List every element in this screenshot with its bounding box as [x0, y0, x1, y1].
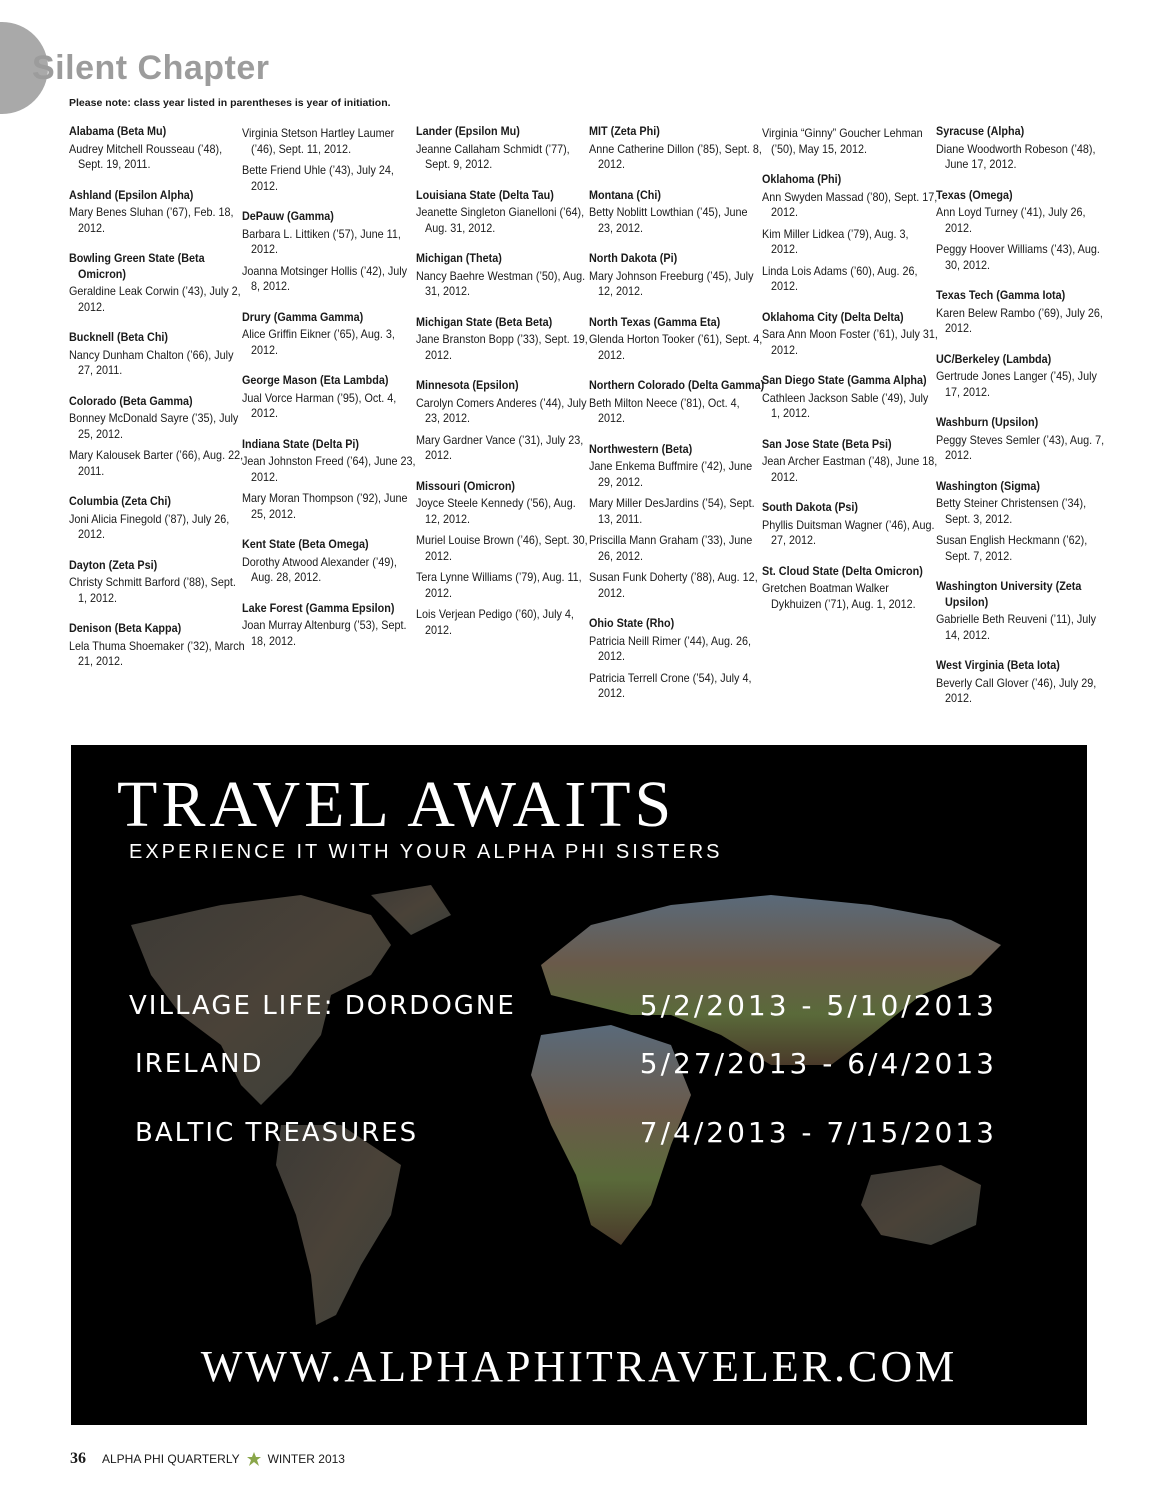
chapter-entry	[762, 436, 938, 486]
chapter-entry	[936, 579, 1104, 643]
chapter-name: Ohio State (Rho)	[589, 616, 675, 630]
member-listing: Mary Kalousek Barter (’66), Aug. 22, 2011.	[69, 448, 244, 478]
chapter-entry	[242, 601, 410, 650]
chapter-name: Washburn (Upsilon)	[936, 415, 1039, 429]
member-listing: Betty Steiner Christensen (’34), Sept. 3, 2012.	[936, 496, 1087, 526]
chapter-name: George Mason (Eta Lambda)	[242, 373, 389, 387]
continent-south-america	[276, 1125, 401, 1325]
member-listing: Dorothy Atwood Alexander (’49), Aug. 28, 2012.	[242, 554, 397, 584]
member-listing: Kim Miller Lidkea (’79), Aug. 3, 2012.	[762, 226, 909, 256]
trip-name: BALTIC TREASURES	[135, 1118, 419, 1148]
member-listing: Geraldine Leak Corwin (’43), July 2, 2012.	[69, 284, 241, 314]
member-listing: Bonney McDonald Sayre (’35), July 25, 2012.	[69, 411, 239, 441]
member-listing: Mary Johnson Freeburg (’45), July 12, 2012.	[589, 268, 754, 298]
member-listing: Muriel Louise Brown (’46), Sept. 30, 2012.	[416, 533, 588, 563]
member-listing: Beverly Call Glover (’46), July 29, 2012.	[936, 675, 1097, 705]
chapter-entry	[936, 479, 1104, 565]
member-listing: Betty Noblitt Lowthian (’45), June 23, 2012.	[589, 205, 748, 235]
chapter-name: Lander (Epsilon Mu)	[416, 124, 520, 138]
member-listing: Mary Miller DesJardins (’54), Sept. 13, 2011.	[589, 496, 755, 526]
trip-dates: 5/2/2013 - 5/10/2013	[639, 989, 997, 1022]
member-listing: Jeanette Singleton Gianelloni (’64), Aug. 31, 2012.	[416, 205, 585, 235]
member-listing: Joyce Steele Kennedy (’56), Aug. 12, 2012.	[416, 496, 576, 526]
member-listing: Tera Lynne Williams (’79), Aug. 11, 2012.	[416, 570, 582, 600]
obituary-column	[936, 124, 1104, 722]
chapter-name: Bucknell (Beta Chi)	[69, 330, 169, 344]
trip-name: IRELAND	[135, 1049, 264, 1079]
chapter-name: Montana (Chi)	[589, 187, 661, 202]
chapter-entry	[242, 126, 410, 194]
chapter-entry	[936, 124, 1104, 173]
member-listing: Gretchen Boatman Walker Dykhuizen (’71), Aug. 1, 2012.	[762, 581, 916, 611]
chapter-name: Washington University (Zeta Upsilon)	[936, 579, 1082, 609]
chapter-entry	[69, 621, 245, 670]
member-listing: Peggy Hoover Williams (’43), Aug. 30, 2012.	[936, 242, 1100, 272]
chapter-name: Missouri (Omicron)	[416, 478, 516, 493]
chapter-name: MIT (Zeta Phi)	[589, 124, 660, 138]
chapter-name: Minnesota (Epsilon)	[416, 378, 519, 392]
chapter-entry	[416, 378, 587, 464]
chapter-entry	[762, 309, 938, 359]
member-listing: Patricia Terrell Crone (’54), July 4, 2012.	[589, 670, 752, 700]
travel-advertisement[interactable]	[71, 745, 1087, 1425]
member-listing: Cathleen Jackson Sable (’49), July 1, 2012.	[762, 390, 929, 420]
chapter-name: Texas Tech (Gamma Iota)	[936, 288, 1066, 302]
member-listing: Susan Funk Doherty (’88), Aug. 12, 2012.	[589, 570, 758, 600]
member-listing: Bette Friend Uhle (’43), July 24, 2012.	[242, 163, 394, 193]
member-listing: Joan Murray Altenburg (’53), Sept. 18, 2012.	[242, 618, 407, 648]
chapter-entry	[589, 616, 757, 702]
chapter-entry	[762, 500, 935, 549]
chapter-name: Kent State (Beta Omega)	[242, 537, 369, 551]
ad-subtitle: EXPERIENCE IT WITH YOUR ALPHA PHI SISTERS	[129, 841, 723, 863]
ad-website-link[interactable]: WWW.ALPHAPHITRAVELER.COM	[200, 1342, 958, 1391]
chapter-entry	[589, 124, 762, 173]
chapter-name: Syracuse (Alpha)	[936, 124, 1025, 138]
member-listing: Joni Alicia Finegold (’87), July 26, 2012.	[69, 511, 230, 541]
ad-title: TRAVEL AWAITS	[117, 768, 676, 841]
member-listing: Mary Benes Sluhan (’67), Feb. 18, 2012.	[69, 205, 234, 235]
chapter-name: Bowling Green State (Beta Omicron)	[69, 251, 205, 281]
member-listing: Gertrude Jones Langer (’45), July 17, 2012.	[936, 369, 1097, 399]
member-listing: Jean Archer Eastman (’48), June 18, 2012.	[762, 454, 938, 484]
member-listing: Karen Belew Rambo (’69), July 26, 2012.	[936, 305, 1103, 335]
chapter-entry	[589, 188, 757, 237]
chapter-entry	[762, 564, 930, 613]
member-listing: Mary Gardner Vance (’31), July 23, 2012.	[416, 432, 584, 462]
chapter-name: Northern Colorado (Delta Gamma)	[589, 378, 765, 392]
member-listing: Alice Griffin Eikner (’65), Aug. 3, 2012.	[242, 327, 395, 357]
obituary-column	[589, 124, 765, 717]
member-listing: Patricia Neill Rimer (’44), Aug. 26, 2012.	[589, 633, 752, 663]
chapter-entry	[936, 288, 1104, 337]
member-listing: Jane Branston Bopp (’33), Sept. 19, 2012.	[416, 332, 588, 362]
member-listing: Phyllis Duitsman Wagner (’46), Aug. 27, 2012.	[762, 517, 935, 547]
member-listing: Linda Lois Adams (’60), Aug. 26, 2012.	[762, 263, 918, 293]
chapter-entry	[69, 330, 237, 379]
obituary-column	[762, 124, 938, 627]
chapter-name: Dayton (Zeta Psi)	[69, 557, 158, 572]
member-listing: Virginia “Ginny” Goucher Lehman (’50), May 15, 2012.	[762, 126, 923, 156]
chapter-name: UC/Berkeley (Lambda)	[936, 351, 1052, 366]
member-listing: Beth Milton Neece (’81), Oct. 4, 2012.	[589, 395, 740, 425]
chapter-entry	[69, 124, 237, 173]
member-listing: Audrey Mitchell Rousseau (’48), Sept. 19, 2011.	[69, 141, 223, 171]
chapter-name: Michigan (Theta)	[416, 251, 502, 265]
chapter-name: Texas (Omega)	[936, 187, 1013, 202]
member-listing: Anne Catherine Dillon (’85), Sept. 8, 2012.	[589, 141, 762, 171]
page-number: 36	[70, 1450, 86, 1467]
member-listing: Ann Swyden Massad (’80), Sept. 17, 2012.	[762, 189, 938, 219]
member-listing: Ann Loyd Turney (’41), July 26, 2012.	[936, 205, 1086, 235]
chapter-entry	[936, 188, 1104, 274]
continent-australia	[861, 1165, 981, 1245]
member-listing: Joanna Motsinger Hollis (’42), July 8, 2012.	[242, 263, 408, 293]
member-listing: Virginia Stetson Hartley Laumer (’46), Sept. 11, 2012.	[242, 126, 395, 156]
member-listing: Nancy Baehre Westman (’50), Aug. 31, 2012.	[416, 268, 586, 298]
obituary-column	[242, 124, 416, 664]
member-listing: Priscilla Mann Graham (’33), June 26, 2012.	[589, 533, 753, 563]
chapter-name: Colorado (Beta Gamma)	[69, 393, 193, 408]
chapter-name: Columbia (Zeta Chi)	[69, 494, 172, 508]
member-listing: Christy Schmitt Barford (’88), Sept. 1, 2012.	[69, 575, 236, 605]
chapter-entry	[936, 658, 1104, 707]
chapter-name: DePauw (Gamma)	[242, 209, 334, 223]
page-title: Silent Chapter	[32, 49, 270, 87]
chapter-entry	[69, 251, 241, 315]
chapter-name: Oklahoma City (Delta Delta)	[762, 309, 904, 324]
chapter-name: San Diego State (Gamma Alpha)	[762, 373, 927, 387]
member-listing: Gabrielle Beth Reuveni (’11), July 14, 2012.	[936, 612, 1097, 642]
chapter-entry	[69, 558, 237, 607]
chapter-entry	[589, 442, 757, 602]
trip-name: VILLAGE LIFE: DORDOGNE	[129, 991, 516, 1021]
member-listing: Diane Woodworth Robeson (’48), June 17, 2012.	[936, 141, 1096, 171]
chapter-name: Drury (Gamma Gamma)	[242, 309, 364, 324]
publication-name: ALPHA PHI QUARTERLY	[102, 1452, 240, 1466]
chapter-name: North Texas (Gamma Eta)	[589, 314, 721, 329]
member-listing: Carolyn Comers Anderes (’44), July 23, 2012.	[416, 395, 587, 425]
member-listing: Glenda Horton Tooker (’61), Sept. 4, 2012.	[589, 332, 763, 362]
chapter-entry	[936, 352, 1104, 401]
trip-dates: 5/27/2013 - 6/4/2013	[639, 1047, 997, 1080]
chapter-name: Oklahoma (Phi)	[762, 172, 842, 186]
chapter-name: Alabama (Beta Mu)	[69, 124, 167, 138]
chapter-name: Washington (Sigma)	[936, 478, 1040, 493]
chapter-entry	[69, 188, 237, 237]
member-listing: Susan English Heckmann (’62), Sept. 7, 2012.	[936, 533, 1088, 563]
member-listing: Lois Verjean Pedigo (’60), July 4, 2012.	[416, 607, 574, 637]
chapter-entry	[416, 188, 584, 237]
chapter-entry	[416, 124, 584, 173]
chapter-name: Northwestern (Beta)	[589, 441, 693, 456]
member-listing: Nancy Dunham Chalton (’66), July 27, 2011.	[69, 347, 234, 377]
chapter-entry	[416, 478, 588, 639]
member-listing: Jean Johnston Freed (’64), June 23, 2012.	[242, 454, 416, 484]
chapter-entry	[589, 378, 765, 427]
chapter-name: North Dakota (Pi)	[589, 251, 678, 265]
member-listing: Barbara L. Littiken (’57), June 11, 2012.	[242, 226, 401, 256]
member-listing: Sara Ann Moon Foster (’61), July 31, 2012.	[762, 327, 938, 357]
chapter-name: Indiana State (Delta Pi)	[242, 436, 360, 451]
page-footer	[70, 1450, 345, 1468]
chapter-name: San Jose State (Beta Psi)	[762, 436, 892, 451]
chapter-entry	[589, 251, 757, 300]
ivy-leaf-icon	[246, 1451, 262, 1467]
issue-name: WINTER 2013	[267, 1452, 345, 1466]
member-listing: Peggy Steves Semler (’43), Aug. 7, 2012.	[936, 432, 1105, 462]
chapter-entry	[762, 373, 930, 422]
chapter-entry	[69, 393, 244, 480]
chapter-entry	[936, 415, 1104, 464]
chapter-entry	[242, 310, 410, 359]
member-listing: Jane Enkema Buffmire (’42), June 29, 2012.	[589, 459, 753, 489]
chapter-name: Louisiana State (Delta Tau)	[416, 187, 554, 202]
initiation-note: Please note: class year listed in parentheses is year of initiation.	[69, 97, 391, 109]
chapter-entry	[762, 172, 938, 295]
chapter-name: St. Cloud State (Delta Omicron)	[762, 563, 923, 578]
chapter-entry	[242, 436, 416, 523]
chapter-name: Denison (Beta Kappa)	[69, 621, 182, 635]
obituary-column	[416, 124, 588, 653]
member-listing: Jual Vorce Harman (’95), Oct. 4, 2012.	[242, 390, 397, 420]
chapter-entry	[589, 314, 763, 364]
chapter-entry	[416, 251, 584, 300]
chapter-name: Michigan State (Beta Beta)	[416, 314, 553, 329]
member-listing: Lela Thuma Shoemaker (’32), March 21, 2012.	[69, 638, 245, 668]
chapter-entry	[242, 373, 410, 422]
chapter-entry	[242, 537, 410, 586]
trip-dates: 7/4/2013 - 7/15/2013	[639, 1116, 997, 1149]
chapter-name: West Virginia (Beta Iota)	[936, 658, 1060, 672]
chapter-entry	[416, 314, 588, 364]
obituary-column	[69, 124, 245, 685]
chapter-entry	[69, 494, 237, 543]
member-listing: Jeanne Callaham Schmidt (’77), Sept. 9, 2012.	[416, 141, 570, 171]
chapter-name: South Dakota (Psi)	[762, 500, 859, 514]
chapter-name: Lake Forest (Gamma Epsilon)	[242, 600, 395, 615]
chapter-name: Ashland (Epsilon Alpha)	[69, 187, 194, 202]
member-listing: Mary Moran Thompson (’92), June 25, 2012.	[242, 491, 408, 521]
chapter-entry	[762, 126, 930, 157]
chapter-entry	[242, 209, 410, 295]
